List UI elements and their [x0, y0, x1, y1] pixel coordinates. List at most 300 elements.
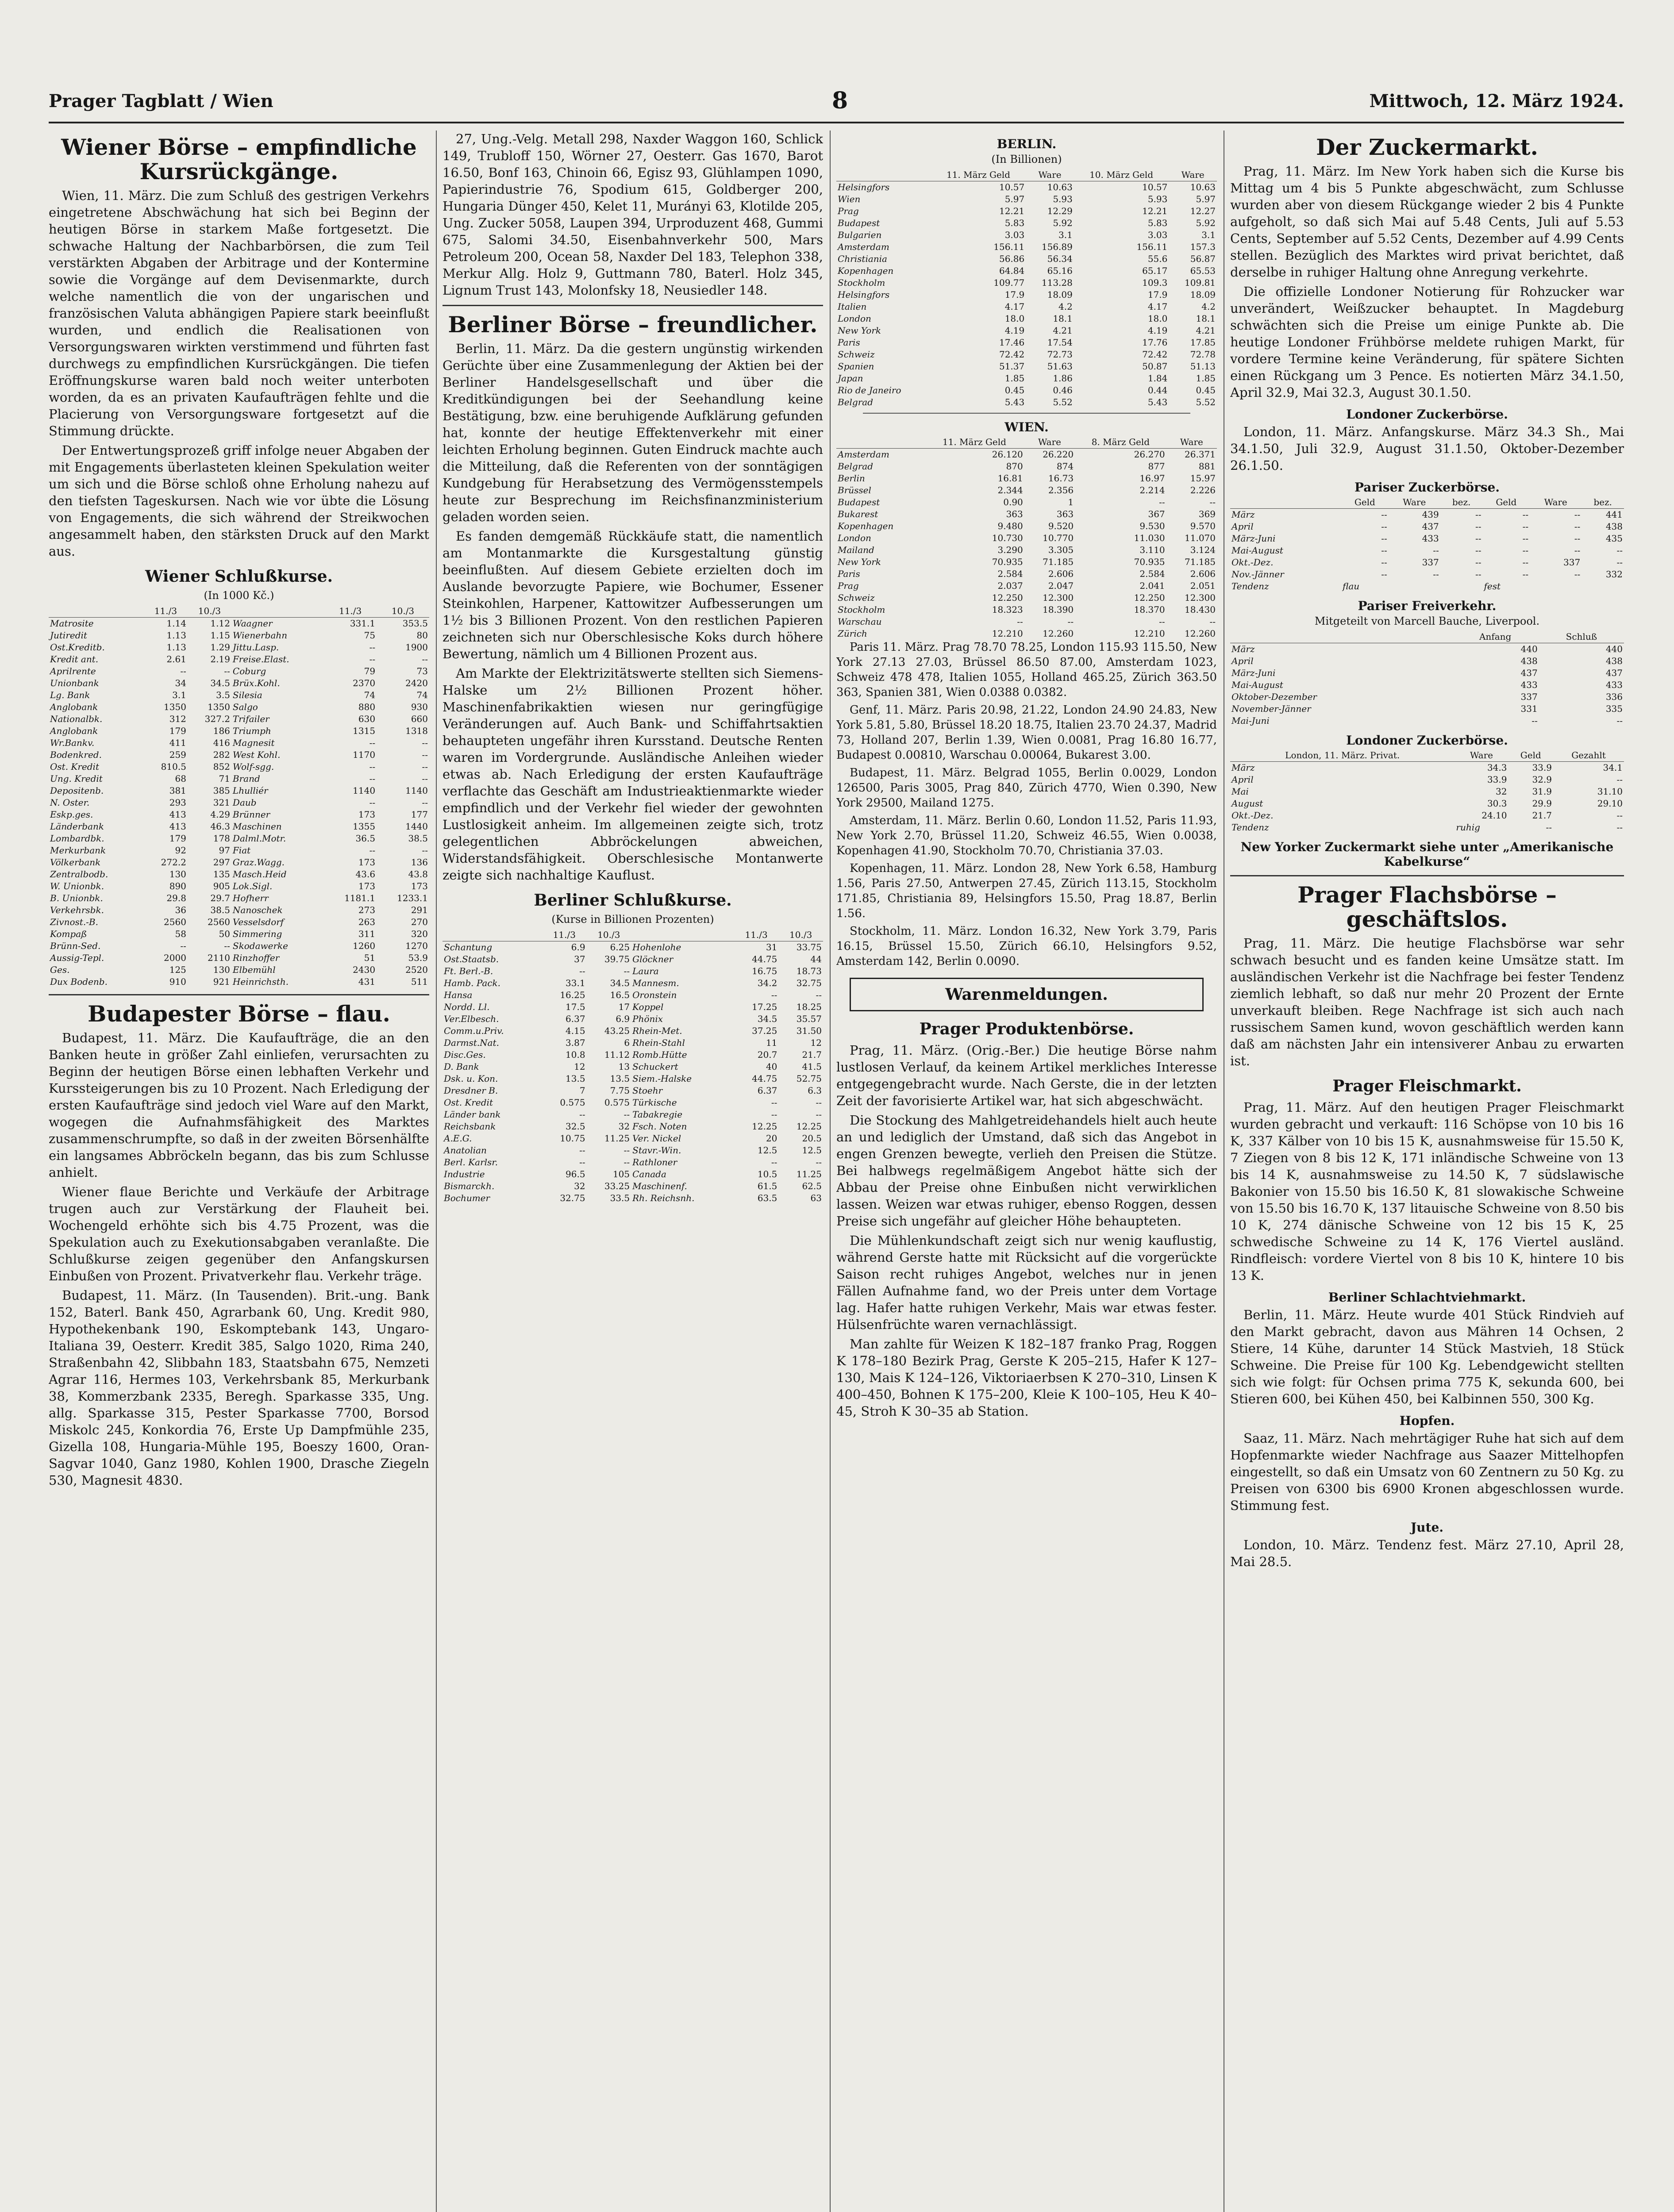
- table-row: [443, 953, 823, 965]
- table-cell: 26.220: [1043, 449, 1074, 460]
- table-cell: Kopenhagen: [838, 265, 894, 276]
- table-cell: Dux Bodenb.: [50, 976, 108, 987]
- table-cell: 11.030: [1134, 533, 1165, 543]
- table-cell: Siem.-Halske: [632, 1073, 692, 1084]
- table-cell: Disc.Ges.: [444, 1049, 486, 1060]
- table-cell: 5.52: [1053, 397, 1073, 407]
- table-cell: 73: [416, 666, 428, 677]
- table-cell: Nationalbk.: [50, 714, 103, 725]
- table-cell: --: [816, 990, 822, 1001]
- table-cell: 877: [1148, 461, 1165, 472]
- table-cell: --: [623, 1157, 630, 1168]
- table-cell: --: [422, 737, 428, 749]
- table-cell: Glöckner: [632, 954, 673, 965]
- table-cell: 433: [1520, 680, 1538, 690]
- table-row: [836, 313, 1217, 325]
- table-cell: 293: [169, 797, 186, 808]
- article-paragraph: Der Entwertungsprozeß griff infolge neuer Abgaben der mit Engagements überlasteten kleinen Spekulation weiter um sich und die Börse schloß ohne Erholung nahezu auf den tiefsten Tageskursen. Nach wie vor übte die Lösung von Engagements, die sich während der Streikwochen angesammelt haben, den stärksten Druck auf den Markt aus.: [49, 443, 429, 559]
- table-cell: 3.5: [216, 690, 230, 701]
- fx-notes: Kopenhagen, 11. März. London 28, New York 6.58, Hamburg 1.56, Paris 27.50, Antwerpen 27.45, Zürich 113.15, Stockholm 171.85, Christiania 89, Helsingfors 15.50, Prag 18.87, Berlin 1.56.: [836, 862, 1217, 920]
- table-cell: Japan: [838, 373, 863, 384]
- table-cell: 0.575: [560, 1097, 585, 1108]
- table-cell: August: [1231, 798, 1263, 809]
- table-cell: Schuckert: [632, 1061, 678, 1072]
- table-row: [836, 289, 1217, 301]
- table-cell: Laura: [632, 966, 659, 977]
- table-row: [49, 964, 429, 976]
- table-cell: 32.9: [1532, 774, 1552, 785]
- table-cell: Stockholm: [838, 604, 885, 615]
- table-cell: Lg. Bank: [50, 690, 90, 701]
- table-cell: 9.520: [1048, 521, 1074, 531]
- table-cell: Vesselsdorf: [232, 917, 284, 928]
- table-header-cell: 11./3: [542, 929, 587, 941]
- table-cell: --: [1574, 533, 1581, 544]
- table-cell: 12.27: [1190, 206, 1216, 216]
- article-paragraph: Wiener flaue Berichte und Verkäufe der Arbitrage trugen auch zur Verstärkung der Flauheit bei. Wochengeld erhöhte sich bis 4.75 Prozent, was die Spekulation auch zu Exekutionsabgaben veranlaßte. Die Schlußkurse zeigen gegenüber den Anfangskursen Einbußen von Prozent. Privatverkehr flau. Verkehr träge.: [49, 1184, 429, 1284]
- table-cell: 179: [169, 833, 186, 844]
- table-cell: 660: [411, 714, 428, 725]
- table-row: [1230, 798, 1624, 810]
- table-cell: Bukarest: [838, 509, 878, 519]
- table-cell: 7.75: [610, 1085, 630, 1096]
- table-row: [1230, 667, 1624, 679]
- table-cell: 18.0: [1004, 313, 1025, 324]
- table-row: [49, 785, 429, 797]
- table-cell: --: [1381, 569, 1387, 580]
- table-cell: 433: [1605, 680, 1623, 690]
- table-cell: 2.584: [1139, 568, 1165, 579]
- table-cell: 439: [1422, 509, 1439, 520]
- table-row: [836, 592, 1217, 604]
- table-cell: 43.6: [355, 869, 376, 880]
- table-cell: 24.10: [1482, 810, 1507, 821]
- table-cell: --: [1475, 521, 1482, 532]
- table-row: [49, 641, 429, 653]
- table-cell: 431: [358, 976, 376, 987]
- table-cell: Brünner: [232, 809, 270, 820]
- table-cell: Simmering: [232, 929, 282, 940]
- table-cell: Ost. Kredit: [50, 761, 99, 772]
- table-row: [49, 856, 429, 868]
- table-row: [443, 1109, 823, 1121]
- table-row: [836, 337, 1217, 349]
- table-row: [1230, 810, 1624, 822]
- table-cell: 173: [358, 857, 376, 868]
- table-header-cell: 11. März Geld: [931, 169, 1026, 181]
- table-cell: 53.9: [408, 952, 428, 964]
- table-cell: 2.61: [166, 654, 186, 665]
- table-cell: --: [771, 990, 777, 1001]
- table-row: [49, 904, 429, 916]
- table-cell: Comm.u.Priv.: [444, 1025, 504, 1037]
- table-row: [443, 1180, 823, 1192]
- table-row: [1230, 521, 1624, 533]
- table-cell: 71.185: [1043, 557, 1074, 567]
- table-cell: 33.75: [796, 942, 822, 953]
- table-cell: 186: [213, 726, 230, 737]
- table-cell: Eskp.ges.: [50, 809, 93, 820]
- table-row: [836, 604, 1217, 616]
- table-cell: Mai-Juni: [1231, 715, 1270, 726]
- table-row: [49, 809, 429, 821]
- article-paragraph: Wien, 11. März. Die zum Schluß des gestrigen Verkehrs eingetretene Abschwächung hat sich bei Beginn der heutigen Börse in starkem Maße fortgesetzt. Die schwache Haltung der Nachbarbörsen, die zum Teil verstärkten Abgaben der Arbitrage und der Kontermine sowie die Vorgänge auf dem Devisenmarkte, durch welche namentlich die von der ungarischen und französischen Valuta abhängigen Papiere stark beeinflußt wurden, und endlich die Realisationen von Versorgungswaren wirkten verstimmend und führten fast durchwegs zu empfindlichen Kursrückgängen. Die tiefen Eröffnungskurse waren bald noch weiter unterboten worden, da es an privaten Kaufaufträgen fehlte und die Placierung von Versorgungsware fortgesetzt auf die Stimmung drückte.: [49, 188, 429, 438]
- table-cell: Rhein-Stahl: [632, 1037, 685, 1048]
- table-cell: 336: [1605, 691, 1623, 702]
- table-cell: Mailand: [838, 545, 874, 555]
- table-cell: 33.9: [1487, 774, 1507, 785]
- table-cell: 10.63: [1190, 182, 1216, 192]
- table-row: [49, 916, 429, 928]
- table-cell: Skodawerke: [232, 941, 288, 952]
- table-cell: 13.5: [566, 1073, 585, 1084]
- table-cell: 16.5: [610, 990, 630, 1001]
- table-row: [1230, 580, 1624, 592]
- table-header-cell: [49, 605, 144, 618]
- column-rule: [830, 131, 831, 2212]
- table-cell: 33.9: [1532, 762, 1552, 773]
- table-cell: 173: [411, 881, 428, 892]
- table-cell: 9.570: [1190, 521, 1216, 531]
- table-cell: 5.83: [1004, 218, 1025, 228]
- table-cell: Lok.Sigl.: [232, 881, 273, 892]
- table-cell: 71.185: [1185, 557, 1216, 567]
- fx-notes: Amsterdam, 11. März. Berlin 0.60, London 11.52, Paris 11.93, New York 2.70, Brüssel 11.20, Schweiz 46.55, Wien 0.0038, Kopenhagen 41.90, Stockholm 70.70, Christiania 37.03.: [836, 814, 1217, 857]
- table-cell: Schantung: [444, 942, 493, 953]
- table-cell: 18.1: [1196, 313, 1216, 324]
- table-cell: 18.430: [1185, 604, 1216, 615]
- table-cell: 3.1: [1201, 230, 1216, 240]
- table-cell: London: [838, 533, 871, 543]
- table-cell: 17.25: [752, 1002, 777, 1013]
- table-cell: 0.45: [1196, 385, 1216, 396]
- table-cell: --: [1381, 521, 1387, 532]
- table-cell: 157.3: [1190, 242, 1216, 252]
- table-cell: 4.19: [1147, 325, 1168, 336]
- table-cell: 18.25: [796, 1002, 822, 1013]
- table-cell: Maschinenf.: [632, 1181, 687, 1192]
- table-row: [443, 1144, 823, 1156]
- table-cell: 32.5: [566, 1121, 585, 1132]
- table-row: [836, 496, 1217, 508]
- table-cell: 55.6: [1147, 253, 1168, 264]
- table-cell: April: [1231, 521, 1254, 532]
- table-row: [836, 580, 1217, 592]
- table-cell: Spanien: [838, 361, 874, 372]
- table-cell: 1.85: [1004, 373, 1025, 384]
- table-cell: 16.25: [560, 990, 585, 1001]
- table-cell: Budapest: [838, 218, 880, 228]
- table-cell: 72.78: [1190, 349, 1216, 360]
- table-cell: 44.75: [752, 1073, 777, 1084]
- article-paragraph: Prag, 11. März. Die heutige Flachsbörse war sehr schwach besucht und es fanden keine Umsätze statt. Im ausländischen Verkehr ist die Nachfrage bei fester Tendenz ziemlich lebhaft, so daß nur mehr 20 Prozent der Ernte unverkauft bleiben. Rege Nachfrage ist sich auch nach russischem Samen kund, wovon geschäftlich werden kann daß am nächsten Jahr ein intensiverer Anbau zu erwarten ist.: [1230, 936, 1624, 1068]
- table-cell: --: [1475, 557, 1482, 568]
- table-cell: --: [623, 1109, 630, 1120]
- table-cell: 80: [416, 630, 428, 641]
- table-cell: 31: [766, 942, 777, 953]
- table-cell: 1355: [353, 821, 376, 832]
- table-cell: 1140: [353, 785, 376, 796]
- article-title: Prager Flachsbörse – geschäftslos.: [1297, 882, 1557, 932]
- table-cell: Romb.Hütte: [632, 1049, 687, 1060]
- table-cell: 12.21: [999, 206, 1025, 216]
- table-cell: 65.17: [1142, 265, 1168, 276]
- table-cell: Christiania: [838, 253, 887, 264]
- table-title: Pariser Zuckerbörse.: [1354, 480, 1500, 495]
- table-cell: 874: [1056, 461, 1074, 472]
- table-cell: Paris: [838, 337, 860, 348]
- table-cell: 441: [1605, 509, 1623, 520]
- table-cell: 5.92: [1053, 218, 1073, 228]
- table-cell: 34.5: [210, 678, 230, 689]
- table-cell: 1233.1: [397, 893, 428, 904]
- table-cell: --: [369, 797, 376, 808]
- table-cell: New York: [838, 557, 881, 567]
- table-header-cell: Ware: [1026, 169, 1074, 181]
- table-cell: 2.226: [1190, 485, 1216, 495]
- table-title: Wiener Schlußkurse.: [145, 567, 333, 586]
- table-cell: --: [369, 737, 376, 749]
- quotes-table: [49, 605, 429, 988]
- table-cell: --: [771, 1109, 777, 1120]
- table-row: [49, 773, 429, 785]
- column-2: [443, 131, 823, 2212]
- table-cell: --: [1522, 569, 1529, 580]
- table-row: [49, 845, 429, 856]
- table-cell: 297: [213, 857, 230, 868]
- table-row: [49, 833, 429, 845]
- table-cell: --: [1616, 822, 1623, 833]
- table-cell: 34.2: [757, 978, 777, 989]
- running-header: [49, 87, 1624, 117]
- table-cell: 12: [574, 1061, 585, 1072]
- table-cell: 2.051: [1190, 580, 1216, 591]
- table-cell: 70.935: [992, 557, 1023, 567]
- table-cell: Fsch. Noten: [632, 1121, 687, 1132]
- table-cell: 31.9: [1532, 786, 1552, 797]
- table-cell: 12.29: [1047, 206, 1073, 216]
- table-row: [836, 325, 1217, 337]
- table-cell: --: [369, 642, 376, 653]
- table-cell: Wr.Bankv.: [50, 737, 95, 749]
- table-cell: 1.15: [210, 630, 230, 641]
- table-cell: 282: [213, 749, 230, 760]
- table-cell: 52.75: [796, 1073, 822, 1084]
- table-cell: --: [1522, 521, 1529, 532]
- table-row: [1230, 774, 1624, 786]
- table-cell: 11: [766, 1037, 777, 1048]
- table-header-cell: Geld: [1341, 496, 1389, 509]
- table-cell: Okt.-Dez.: [1231, 557, 1274, 568]
- table-cell: 2110: [208, 952, 230, 964]
- table-cell: Triumph: [232, 726, 271, 737]
- table-cell: 13: [618, 1061, 630, 1072]
- article-paragraph: Es fanden demgemäß Rückkäufe statt, die namentlich am Montanmarkte die Kursgestaltung günstig beeinflußten. Auf diesem Gebiete erzielten doch im Auslande bevorzugte Papiere, wie Bochumer, Essener Steinkohlen, Harpener, Kattowitzer Aufbesserungen um 1½ bis 3 Billionen Prozent. Von den restlichen Papieren zeichneten sich nur Oberschlesische Koks durch höhere Bewertung, nämlich um 4 Billionen Prozent aus.: [443, 529, 823, 661]
- table-cell: Dsk. u. Kon.: [444, 1073, 498, 1084]
- table-cell: --: [1616, 774, 1623, 785]
- table-row: [836, 193, 1217, 205]
- table-cell: --: [1574, 545, 1581, 556]
- table-cell: 2420: [405, 678, 428, 689]
- table-cell: --: [180, 941, 186, 952]
- table-row: [1230, 703, 1624, 715]
- table-cell: Länder bank: [444, 1109, 501, 1120]
- column-rule: [436, 131, 437, 2212]
- table-row: [1230, 533, 1624, 545]
- article-paragraph: London, 10. März. Tendenz fest. März 27.10, April 28, Mai 28.5.: [1230, 1537, 1624, 1570]
- table-cell: --: [1475, 509, 1482, 520]
- table-cell: 136: [411, 857, 428, 868]
- table-header-cell: Anfang: [1452, 631, 1539, 643]
- table-cell: 50: [219, 929, 230, 940]
- table-cell: 3.87: [566, 1037, 585, 1048]
- table-cell: Zentralbodb.: [50, 869, 108, 880]
- table-cell: --: [1475, 545, 1482, 556]
- table-cell: 4.21: [1196, 325, 1216, 336]
- table-cell: --: [1067, 616, 1074, 627]
- table-cell: --: [1616, 810, 1623, 821]
- table-cell: Matrosite: [50, 618, 94, 629]
- table-cell: Warschau: [838, 616, 882, 627]
- table-cell: --: [1522, 533, 1529, 544]
- header-rule: [49, 122, 1624, 123]
- table-cell: 109.3: [1142, 277, 1168, 288]
- table-row: [836, 217, 1217, 229]
- table-row: [443, 1013, 823, 1025]
- table-row: [836, 396, 1217, 408]
- table-title: Pariser Freiverkehr.: [1358, 599, 1497, 613]
- table-header-cell: Geld: [1508, 749, 1553, 762]
- table-cell: Zürich: [838, 628, 867, 639]
- table-cell: 173: [358, 809, 376, 820]
- table-cell: 40: [766, 1061, 777, 1072]
- table-cell: 630: [358, 714, 376, 725]
- divider: [49, 994, 429, 995]
- table-cell: 17.46: [999, 337, 1025, 348]
- table-cell: --: [1159, 616, 1165, 627]
- table-cell: 34.5: [610, 978, 630, 989]
- table-cell: 12.21: [1142, 206, 1168, 216]
- table-header-cell: 10./3: [587, 929, 631, 941]
- fx-notes: Stockholm, 11. März. London 16.32, New York 3.79, Paris 16.15, Brüssel 15.50, Zürich 66.10, Helsingfors 9.52, Amsterdam 142, Berlin 0.0090.: [836, 925, 1217, 968]
- table-cell: 5.93: [1147, 194, 1168, 204]
- table-row: [49, 630, 429, 641]
- table-row: [443, 1025, 823, 1037]
- table-cell: 881: [1198, 461, 1216, 472]
- table-cell: Darmst.Nat.: [444, 1037, 499, 1048]
- table-cell: 413: [169, 809, 186, 820]
- table-cell: 12.300: [1043, 592, 1074, 603]
- table-cell: 880: [358, 702, 376, 713]
- table-cell: 930: [411, 702, 428, 713]
- table-cell: [1582, 580, 1624, 592]
- table-cell: 12.260: [1043, 628, 1074, 639]
- table-cell: März-Juni: [1231, 668, 1276, 678]
- table-cell: --: [369, 761, 376, 772]
- table-title: BERLIN.: [997, 137, 1057, 151]
- table-row: [836, 373, 1217, 384]
- table-cell: März: [1231, 509, 1255, 520]
- table-subtitle: Mitgeteilt von Marcell Bauche, Liverpool.: [1314, 615, 1540, 627]
- table-cell: Tendenz: [1231, 822, 1269, 833]
- table-row: [49, 701, 429, 713]
- table-cell: 34.3: [1487, 762, 1507, 773]
- table-cell: 440: [1520, 644, 1538, 654]
- table-cell: --: [224, 666, 230, 677]
- table-cell: 363: [1006, 509, 1023, 519]
- table-cell: Magnesit: [232, 737, 275, 749]
- table-cell: 21.7: [802, 1049, 822, 1060]
- table-row: [836, 265, 1217, 277]
- table-cell: 1260: [353, 941, 376, 952]
- table-cell: 29.9: [1532, 798, 1552, 809]
- table-cell: 2.344: [997, 485, 1023, 495]
- table-cell: 0.90: [1003, 497, 1023, 507]
- table-cell: 156.11: [1136, 242, 1168, 252]
- table-cell: Verkehrsbk.: [50, 905, 104, 916]
- table-cell: März: [1231, 762, 1255, 773]
- table-header-cell: [836, 169, 931, 181]
- table-cell: 50.87: [1142, 361, 1168, 372]
- table-cell: --: [1574, 569, 1581, 580]
- table-cell: 2560: [164, 917, 186, 928]
- table-cell: 17.9: [1004, 289, 1025, 300]
- table-cell: 29.7: [210, 893, 230, 904]
- table-cell: April: [1231, 774, 1254, 785]
- table-cell: 12.250: [1134, 592, 1165, 603]
- table-cell: 61.5: [757, 1181, 777, 1192]
- table-cell: --: [1522, 557, 1529, 568]
- table-cell: 18.0: [1147, 313, 1168, 324]
- table-cell: 0.44: [1147, 385, 1168, 396]
- table-cell: 6.37: [566, 1014, 585, 1025]
- table-row: [1230, 786, 1624, 798]
- table-cell: 18.09: [1047, 289, 1073, 300]
- table-cell: --: [1574, 521, 1581, 532]
- table-cell: 173: [358, 881, 376, 892]
- table-row: [1230, 509, 1624, 521]
- table-cell: 367: [1148, 509, 1165, 519]
- table-cell: 37: [574, 954, 585, 965]
- table-cell: --: [422, 761, 428, 772]
- table-header-cell: 10./3: [377, 605, 429, 618]
- table-row: [836, 349, 1217, 361]
- table-subtitle: (In 1000 Kč.): [204, 589, 274, 602]
- table-cell: 2.19: [210, 654, 230, 665]
- table-cell: 4.15: [566, 1025, 585, 1037]
- table-cell: --: [422, 749, 428, 760]
- table-cell: 18.323: [992, 604, 1023, 615]
- table-row: [49, 665, 429, 677]
- table-cell: 3.1: [172, 690, 186, 701]
- table-cell: Länderbank: [50, 821, 104, 832]
- table-cell: 2520: [405, 964, 428, 975]
- table-cell: 56.34: [1047, 253, 1073, 264]
- table-row: [836, 253, 1217, 265]
- table-cell: 32: [618, 1121, 630, 1132]
- table-cell: 4.17: [1004, 301, 1025, 312]
- table-cell: 332: [1605, 569, 1623, 580]
- table-cell: 18.1: [1053, 313, 1073, 324]
- cross-reference: New Yorker Zuckermarkt siehe unter „Amerikanische Kabelkurse“: [1240, 840, 1614, 869]
- table-cell: 44.75: [752, 954, 777, 965]
- table-header-cell: bez.: [1440, 496, 1483, 509]
- table-cell: --: [369, 773, 376, 784]
- table-cell: 2560: [208, 917, 230, 928]
- table-cell: 2.356: [1048, 485, 1074, 495]
- table-cell: Berl. Karlsr.: [444, 1157, 498, 1168]
- table-cell: 32: [574, 1181, 585, 1192]
